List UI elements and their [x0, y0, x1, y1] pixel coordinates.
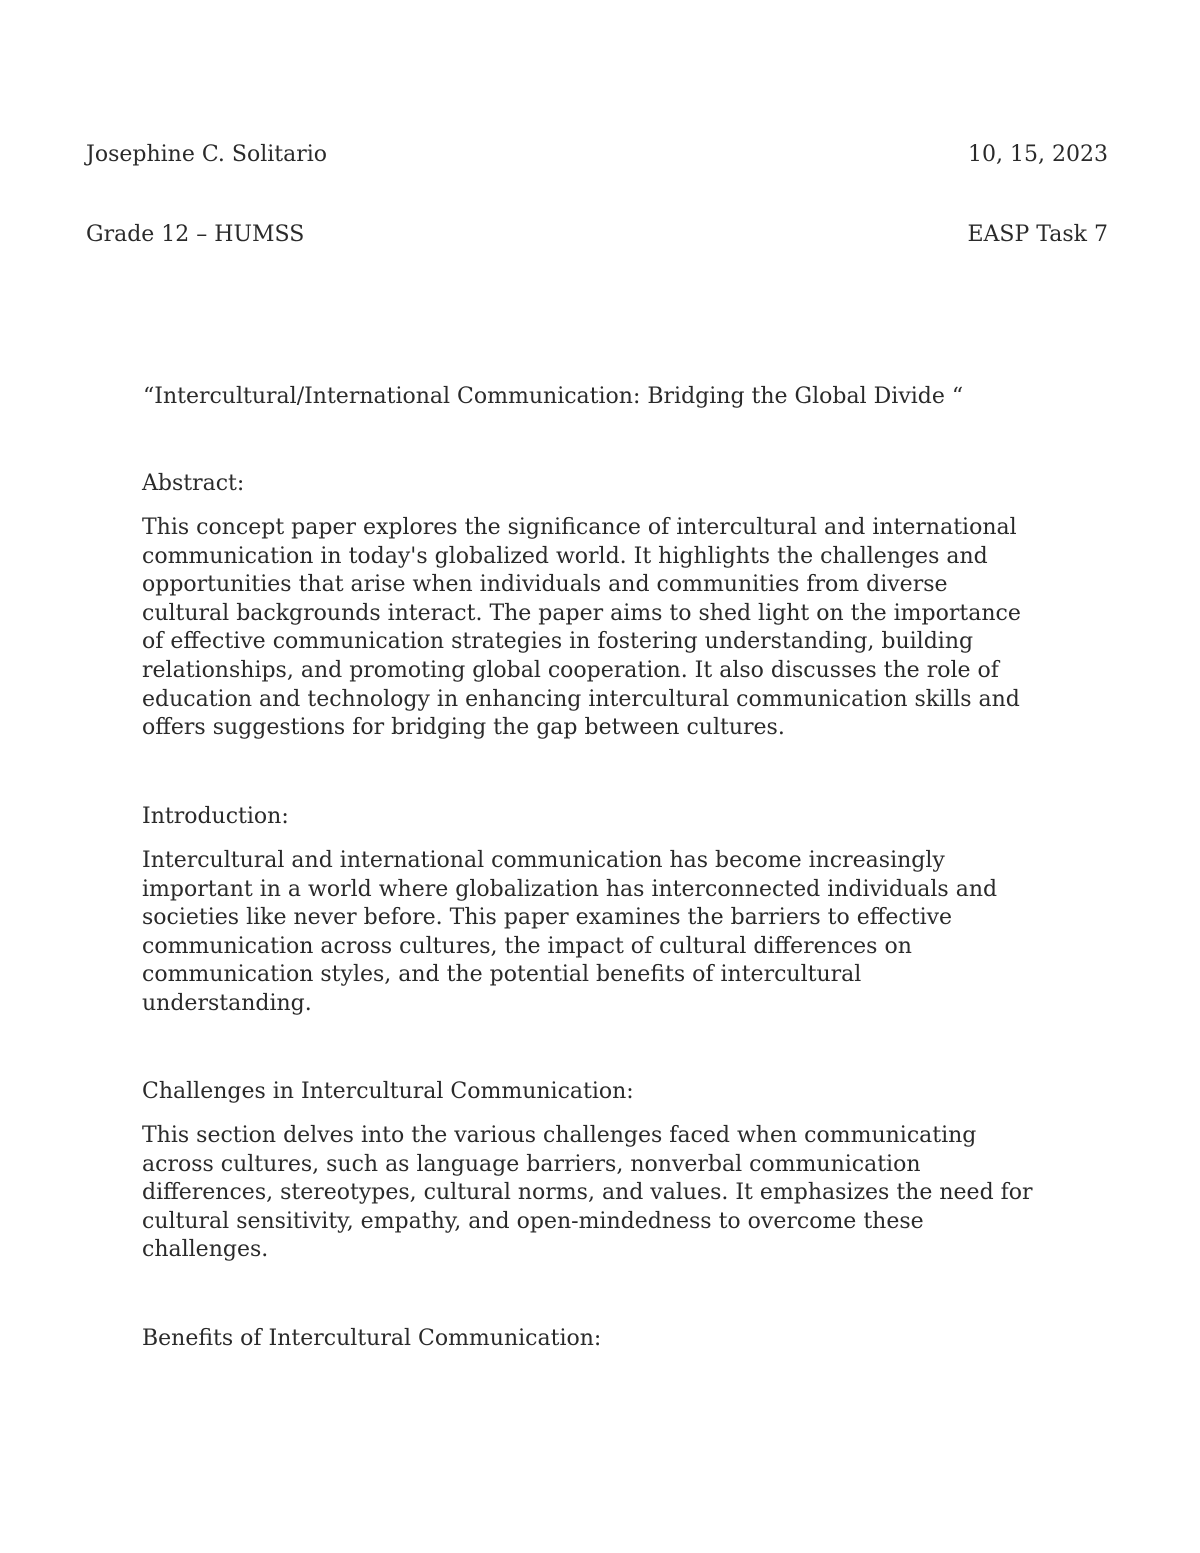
abstract-section [142, 470, 1072, 743]
challenges-section [142, 1078, 1072, 1265]
benefits-heading: Benefits of Intercultural Communication: [142, 1326, 602, 1351]
abstract-paragraph: This concept paper explores the significance of intercultural and international communication in today's globalized world. It highlights the challenges and opportunities that arise when individuals and communities from diverse cultural backgrounds interact. The paper aims to shed light on the importance of effective communication strategies in fostering understanding, building relationships, and promoting global cooperation. It also discusses the role of education and technology in enhancing intercultural communication skills and offers suggestions for bridging the gap between cultures. [142, 515, 1021, 741]
grade-section: Grade 12 – HUMSS [86, 222, 305, 247]
benefits-section [142, 1325, 1072, 1353]
author-name: Josephine C. Solitario [86, 142, 328, 167]
abstract-heading: Abstract: [142, 471, 245, 496]
challenges-paragraph: This section delves into the various challenges faced when communicating across cultures, such as language barriers, nonverbal communication differences, stereotypes, cultural norms, and values. It emphasizes the need for cultural sensitivity, empathy, and open-mindedness to overcome these challenges. [142, 1123, 1033, 1263]
introduction-section [142, 803, 1072, 1019]
challenges-heading: Challenges in Intercultural Communication: [142, 1079, 634, 1104]
introduction-paragraph: Intercultural and international communication has become increasingly important in a world where globalization has interconnected individuals and societies like never before. This paper examines the barriers to effective communication across cultures, the impact of cultural differences on communication styles, and the potential benefits of intercultural understanding. [142, 848, 998, 1016]
introduction-heading: Introduction: [142, 804, 289, 829]
task-label: EASP Task 7 [967, 222, 1108, 247]
paper-title: “Intercultural/International Communication: Bridging the Global Divide “ [143, 384, 964, 409]
document-date: 10, 15, 2023 [968, 142, 1108, 167]
